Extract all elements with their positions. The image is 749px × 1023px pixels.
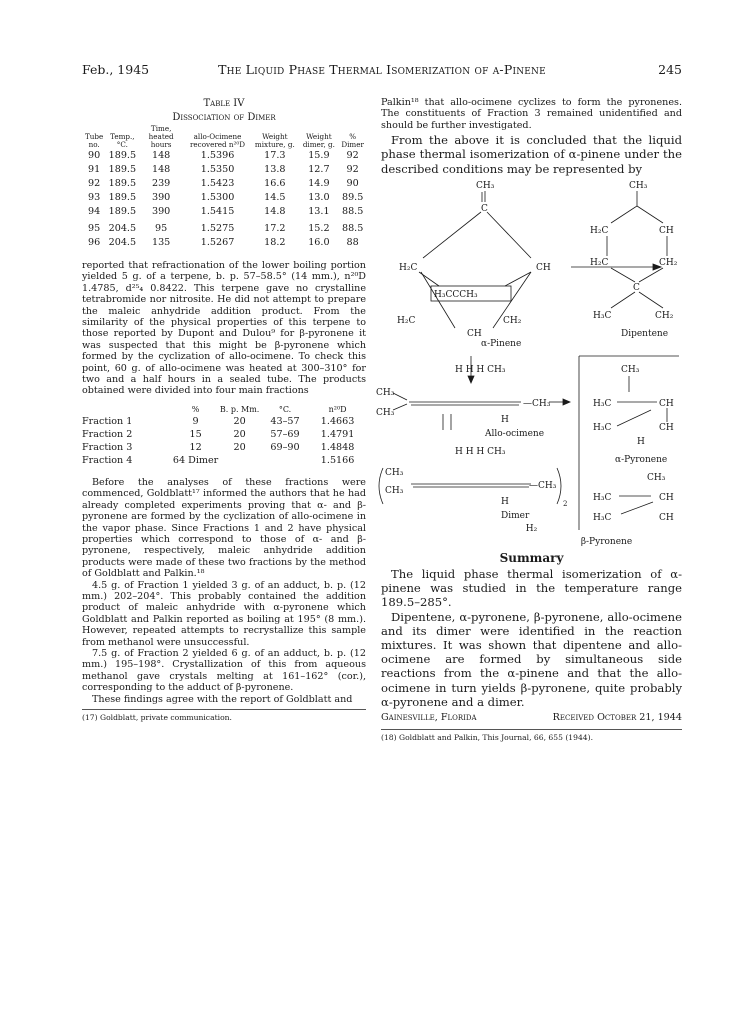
cell: Fraction 1 [82,415,133,427]
table-subtitle: Dissociation of Dimer [172,112,276,123]
signature-line [381,712,682,723]
cell: 1.4791 [320,428,355,440]
cell: 90 [346,178,359,189]
header-cell: Tube no. [85,132,104,149]
table-row [82,415,366,428]
cell: 1.5415 [200,206,235,217]
table-row [82,219,366,236]
bond [505,272,531,286]
left-column [82,97,366,723]
paragraph: 7.5 g. of Fraction 2 yielded 6 g. of an adduct, b. p. (12 mm.) 195–198°. Crystallization of this from aqueous methanol gave crystals melting at 161–162° (cor.), corresponding to the adduct of β-pyronene. [82,647,366,694]
cell: 94 [88,206,101,217]
cell: 189.5 [108,164,137,175]
header-cell: °C. [278,404,292,414]
cell: 17.3 [264,150,286,161]
cell: 1.5275 [200,223,235,234]
header-date: Feb., 1945 [82,62,150,77]
bond [611,206,637,223]
header-cell: Time, heated hours [148,124,174,149]
cell: 12.7 [308,164,330,175]
dipentene-h2c-2: H₂C [590,257,609,268]
cell: 189.5 [108,206,137,217]
bond [621,502,653,514]
table-row [82,441,366,454]
cell: 13.8 [264,164,286,175]
pinene-h3ccch3: H₃CCCH₃ [434,289,478,300]
bond [639,292,663,308]
header-cell: % [191,404,200,414]
cell: 390 [151,192,171,203]
table-row [82,163,366,177]
cell: 89.5 [341,192,364,203]
cell: 88.5 [341,223,364,234]
dimer-label: Dimer [501,510,530,521]
cell: 189.5 [108,150,137,161]
header-cell: Weight mixture, g. [254,132,295,149]
bpyronene-h3c-2: H₃C [593,512,612,523]
ocimene-label: Allo-ocimene [485,428,545,439]
bracket [379,468,383,504]
location: Gainesville, Florida [381,712,477,724]
cell [218,454,261,467]
dimer-table [82,125,366,250]
table-title: Table IV [203,98,245,109]
ocimene-h: H [501,414,509,425]
header-cell: B. p. Mm. [219,404,260,414]
table-row [82,191,366,205]
dipentene-label: Dipentene [621,328,669,339]
cell: 1.5300 [200,192,235,203]
cell: 88 [346,237,359,248]
paragraph: Before the analyses of these fractions were commenced, Goldblatt¹⁷ informed the authors that he had already completed experiments proving that α- and β-pyronene are formed by the cyclization of allo-ocimene in the vapor phase. Since Fractions 1 and 2 have physical properties which correspond to those of α- and β-pyronene, respectively, maleic anhydride addition products were made of these two fractions by the method of Goldblatt and Palkin.¹⁸ [82,476,366,580]
paragraph: Palkin¹⁸ that allo-ocimene cyclizes to form the pyronenes. The constituents of Fraction 3 remained unidentified and should be further investigated. [381,97,682,131]
dimer-hhhch3: H H H CH₃ [455,446,506,457]
cell: 64 Dimer [172,454,219,466]
cell: Fraction 3 [82,441,133,453]
bond [639,268,663,282]
table-header-row [82,405,366,415]
cell: 20 [233,428,246,440]
cell: 204.5 [108,237,137,248]
bond [611,292,635,308]
header-cell: % Dimer [341,132,364,149]
table-header-row [82,125,366,149]
table-row [82,149,366,163]
cell: 16.0 [308,237,330,248]
dipentene-h2c: H₂C [590,225,609,236]
cell: 1.4848 [320,441,355,453]
paragraph: The liquid phase thermal isomerization of α-pinene was studied in the temperature range 189.5–285°. [381,567,682,610]
cell: 95 [155,223,168,234]
paragraph: From the above it is concluded that the liquid phase thermal isomerization of α-pinene under the described conditions may be represented by [381,133,682,176]
pinene-c: C [481,203,488,214]
cell [261,454,309,467]
page-number: 245 [658,62,682,77]
cell: 14.9 [308,178,330,189]
header-cell [82,405,173,415]
bpyronene-h2-label: H₂ [525,523,538,534]
bpyronene-caption [531,537,682,548]
pinene-ch3: CH₃ [476,180,495,191]
cell: 15.2 [308,223,330,234]
cell: 12 [189,441,202,453]
apyronene-label: α-Pyronene [615,454,668,465]
cell: 239 [151,178,171,189]
apyronene-ch: CH [659,398,674,409]
cell: 13.1 [308,206,330,217]
cell: 13.0 [308,192,330,203]
apyronene-ch-2: CH [659,422,674,433]
paragraph: These findings agree with the report of Goldblatt and [92,693,353,705]
paragraph: reported that refractionation of the lower boiling portion yielded 5 g. of a terpene, b. p. 57–58.5° (14 mm.), n²⁰D 1.4785, d²⁵₄ 0.8422. This terpene gave no crystalline tetrabromide nor nitrosite. He did not attempt to prepare the maleic anhydride addition product. From the similarity of the physical properties of this terpene to those reported by Dupont and Dulou⁹ for β-pyronene it was suspected that this might be β-pyronene which formed by the cyclization of allo-ocimene. To check this point, 60 g. of allo-ocimene was heated at 300–310° for two and a half hours in a sealed tube. The products obtained were divided into four main fractions [82,260,366,397]
cell: 14.5 [264,192,286,203]
dimer-h: H [501,496,509,507]
cell: 1.5423 [200,178,235,189]
right-column [376,97,682,743]
cell: 92 [346,150,359,161]
cell: 69–90 [270,441,300,453]
cell: 1.5267 [200,237,235,248]
header-cell: n²⁰D [328,404,347,414]
cell: 148 [151,164,171,175]
arrowhead [563,399,570,405]
bond [611,268,635,282]
apyronene-h3c-2: H₃C [593,422,612,433]
apyronene-ch3: CH₃ [621,364,640,375]
ocimene-ch3-end: —CH₃ [523,398,551,409]
pinene-h2c: H₂C [399,262,418,273]
cell: 91 [88,164,101,175]
bracket [557,468,561,504]
bond [423,212,481,258]
cell: 204.5 [108,223,137,234]
ocimene-ch3-b: CH₃ [376,407,395,418]
cell: 88.5 [341,206,364,217]
cell: 15.9 [308,150,330,161]
cell: Fraction 4 [82,454,133,466]
table-row [82,205,366,219]
cell: 57–69 [270,428,300,440]
ocimene-ch3: CH₃ [376,387,395,398]
cell: 17.2 [264,223,286,234]
cell: 9 [192,415,199,427]
pinene-label: α-Pinene [481,338,522,349]
cell: 92 [88,178,101,189]
pinene-ch2: CH₂ [503,315,522,326]
cell: 16.6 [264,178,286,189]
paragraph: Dipentene, α-pyronene, β-pyronene, allo-ocimene and its dimer were identified in the reaction mixtures. It was shown that dipentene and allo-ocimene are formed by simultaneous side reactions from the α-pinene and that the allo-ocimene in turn yields β-pyronene, quite probably α-pyronene and a dimer. [381,609,682,709]
cell: Fraction 2 [82,428,133,440]
footnote: (18) Goldblatt and Palkin, This Journal, 66, 655 (1944). [381,729,682,743]
cell: 135 [151,237,171,248]
apyronene-h3c: H₃C [593,398,612,409]
table-row [82,454,366,467]
running-header [82,62,682,78]
table-row [82,236,366,250]
cell: 189.5 [108,178,137,189]
dipentene-ch3: CH₃ [629,180,648,191]
dipentene-h3c: H₃C [593,310,612,321]
cell: 1.5166 [320,454,355,466]
paragraph: 4.5 g. of Fraction 1 yielded 3 g. of an adduct, b. p. (12 mm.) 202–204°. This probably contained the addition product of maleic anhydride with α-pyronene which Goldblatt and Palkin reported as boiling at 195° (8 mm.). However, repeated attempts to recrystallize this sample from methanol were unsuccessful. [82,579,366,648]
cell: 20 [233,415,246,427]
bpyronene-ch3: CH₃ [647,472,666,483]
bpyronene-ch-2: CH [659,512,674,523]
pinene-ch-lower: CH [467,328,482,339]
dipentene-ch2: CH₂ [659,257,678,268]
cell: 1.5350 [200,164,235,175]
bond [487,212,531,258]
bpyronene-h3c: H₃C [593,492,612,503]
table-row [82,428,366,441]
cell: 90 [88,150,101,161]
pinene-ch: CH [536,262,551,273]
cell: 390 [151,206,171,217]
header-cell: Temp., °C. [110,132,135,149]
cell: 18.2 [264,237,286,248]
arrowhead [468,376,474,383]
apyronene-h: H [637,436,645,447]
ocimene-hhhch3: H H H CH₃ [455,364,506,375]
dimer-ch3: CH₃ [385,467,404,478]
header-cell: allo-Ocimene recovered n²⁰D [189,132,246,149]
pinene-h2c-lower: H₂C [397,315,416,326]
cell: 43–57 [270,415,300,427]
bpyronene-label: β-Pyronene [580,537,633,548]
dipentene-ch2-b: CH₂ [655,310,674,321]
bpyronene-ch: CH [659,492,674,503]
cell: 95 [88,223,101,234]
cell: 93 [88,192,101,203]
received-date: Received October 21, 1944 [552,712,682,724]
cell: 148 [151,150,171,161]
cell: 92 [346,164,359,175]
reaction-scheme [376,178,682,528]
cell: 20 [233,441,246,453]
cell: 14.8 [264,206,286,217]
bond [393,404,407,410]
header-cell: Weight dimer, g. [302,132,335,149]
header-title: The Liquid Phase Thermal Isomerization of α-Pinene [218,62,546,77]
cell: 1.4663 [320,415,355,427]
dipentene-c: C [633,282,640,293]
footnote: (17) Goldblatt, private communication. [82,709,366,723]
bond [419,272,439,286]
cell: 15 [189,428,202,440]
dipentene-ch: CH [659,225,674,236]
dimer-ch3-b: CH₃ [385,485,404,496]
bond [617,410,651,426]
cell: 189.5 [108,192,137,203]
table-row [82,177,366,191]
summary-heading: Summary [499,550,564,565]
dimer-subscript: 2 [563,499,568,508]
bond [421,272,455,328]
bond [637,206,663,223]
bpyronene-h2 [381,524,682,535]
cell: 96 [88,237,101,248]
fractions-table [82,405,366,467]
cell: 1.5396 [200,150,235,161]
bond [393,393,407,400]
dimer-ch3-end: —CH₃ [529,480,557,491]
